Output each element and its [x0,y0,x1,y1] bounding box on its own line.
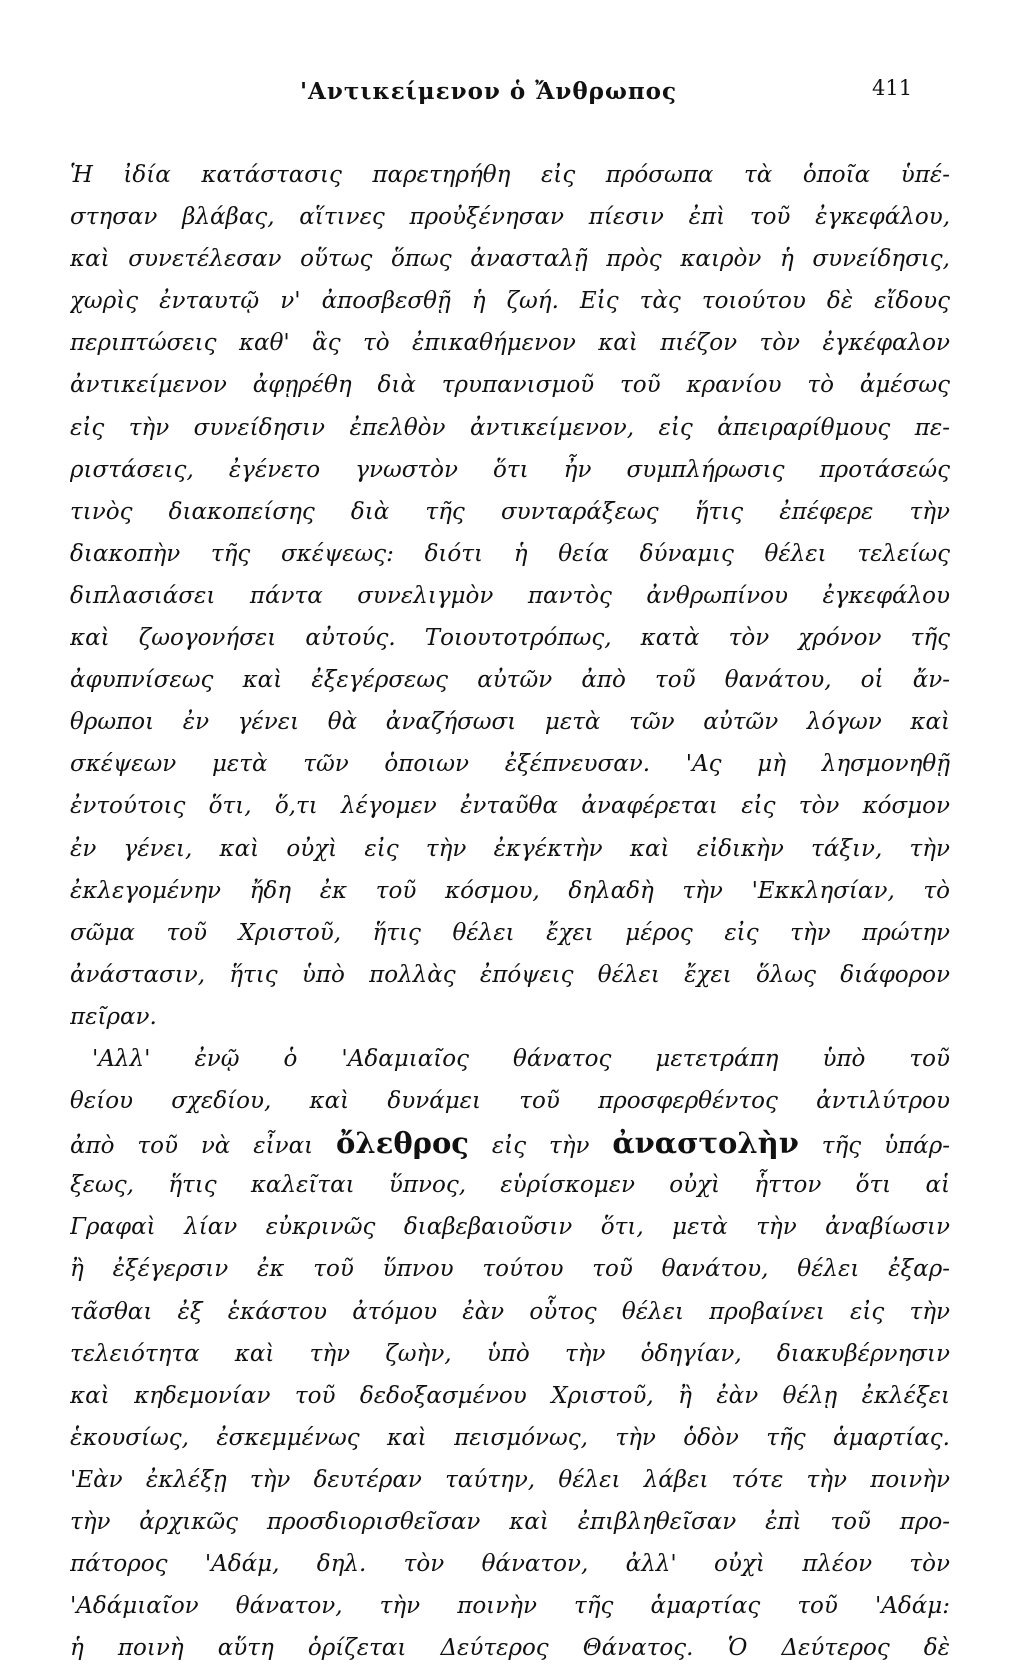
text-line: περιπτώσεις καθ' ἃς τὸ ἐπικαθήμενον καὶ πιέζον τὸν ἐγκέφαλον [70,330,950,357]
text-line: στησαν βλάβας, αἵτινες προὐξένησαν πίεσιν ἐπὶ τοῦ ἐγκεφάλου, [70,204,950,231]
text-line: χωρὶς ἐνταυτῷ ν' ἀποσβεσθῇ ἡ ζωή. Εἰς τὰς τοιούτου δὲ εἴδους [70,288,950,315]
text-line: ξεως, ἥτις καλεῖται ὕπνος, εὑρίσκομεν οὐχὶ ἧττον ὅτι αἱ [70,1172,950,1199]
text-line-emphasis [70,1122,950,1164]
text-line: διπλασιάσει πάντα συνελιγμὸν παντὸς ἀνθρωπίνου ἐγκεφάλου [70,582,950,609]
line-segment: τῆς ὑπάρ- [798,1133,950,1160]
text-line: 'Εὰν ἐκλέξῃ τὴν δευτέραν ταύτην, θέλει λάβει τότε τὴν ποινὴν [70,1466,950,1493]
text-line: καὶ ζωογονήσει αὐτούς. Τοιουτοτρόπως, κατὰ τὸν χρόνον τῆς [70,625,950,652]
running-title: 'Αντικείμενον ὁ Ἄνθρωπος [300,78,678,105]
emphasized-word: ὄλεθρος [336,1126,469,1161]
text-line: ἐν γένει, καὶ οὐχὶ εἰς τὴν ἐκγέκτὴν καὶ εἰδικὴν τάξιν, τὴν [70,835,950,862]
text-line: εἰς τὴν συνείδησιν ἐπελθὸν ἀντικείμενον, εἰς ἀπειραρίθμους πε- [70,414,950,441]
text-line: 'Αδάμιαῖον θάνατον, τὴν ποινὴν τῆς ἁμαρτίας τοῦ 'Αδάμ: [70,1593,950,1620]
text-line: τᾶσθαι ἐξ ἑκάστου ἀτόμου ἐὰν οὗτος θέλει προβαίνει εἰς τὴν [70,1298,950,1325]
text-line: ἡ ποινὴ αὕτη ὁρίζεται Δεύτερος Θάνατος. Ὁ Δεύτερος δὲ [70,1635,950,1662]
text-line: διακοπὴν τῆς σκέψεως: διότι ἡ θεία δύναμις θέλει τελείως [70,540,950,567]
line-segment: ἀπὸ τοῦ νὰ εἶναι [70,1133,337,1160]
text-line: πεῖραν. [70,1003,157,1030]
text-line: ἢ ἐξέγερσιν ἐκ τοῦ ὕπνου τούτου τοῦ θανάτου, θέλει ἐξαρ- [70,1256,950,1283]
text-line: τὴν ἀρχικῶς προσδιορισθεῖσαν καὶ ἐπιβληθεῖσαν ἐπὶ τοῦ προ- [70,1509,950,1535]
running-head [0,78,1024,118]
text-line: Γραφαὶ λίαν εὐκρινῶς διαβεβαιοῦσιν ὅτι, μετὰ τὴν ἀναβίωσιν [70,1214,950,1241]
text-line: ἀνάστασιν, ἥτις ὑπὸ πολλὰς ἐπόψεις θέλει ἔχει ὅλως διάφορον [70,961,950,988]
page-number: 411 [872,76,913,100]
text-line: ἀντικείμενον ἀφῃρέθη διὰ τρυπανισμοῦ τοῦ κρανίου τὸ ἀμέσως [70,372,950,399]
text-line: ριστάσεις, ἐγένετο γνωστὸν ὅτι ἦν συμπλήρωσις προτάσεώς [70,456,950,483]
body-text [70,154,950,1669]
text-line: τελειότητα καὶ τὴν ζωὴν, ὑπὸ τὴν ὁδηγίαν, διακυβέρνησιν [70,1340,950,1367]
text-line: σκέψεων μετὰ τῶν ὁποιων ἐξέπνευσαν. 'Ας μὴ λησμονηθῇ [70,751,950,778]
text-line: τινὸς διακοπείσης διὰ τῆς συνταράξεως ἥτις ἐπέφερε τὴν [70,498,950,525]
text-line: θρωποι ἐν γένει θὰ ἀναζήσωσι μετὰ τῶν αὐτῶν λόγων καὶ [70,709,950,736]
text-line: σῶμα τοῦ Χριστοῦ, ἥτις θέλει ἔχει μέρος εἰς τὴν πρώτην [70,919,950,946]
text-line: θείου σχεδίου, καὶ δυνάμει τοῦ προσφερθέντος ἀντιλύτρου [70,1088,950,1115]
line-segment: εἰς τὴν [468,1133,613,1160]
text-line: πάτορος 'Αδάμ, δηλ. τὸν θάνατον, ἀλλ' οὐχὶ πλέον τὸν [70,1551,950,1578]
text-line: καὶ κηδεμονίαν τοῦ δεδοξασμένου Χριστοῦ, ἢ ἐὰν θέλῃ ἐκλέξει [70,1382,950,1409]
text-line: 'Αλλ' ἐνῷ ὁ 'Αδαμιαῖος θάνατος μετετράπη ὑπὸ τοῦ [92,1045,950,1072]
text-line: Ἡ ἰδία κατάστασις παρετηρήθη εἰς πρόσωπα τὰ ὁποῖα ὑπέ- [70,162,950,188]
emphasized-word: ἀναστολὴν [612,1126,799,1161]
text-line: ἐντούτοις ὅτι, ὅ,τι λέγομεν ἐνταῦθα ἀναφέρεται εἰς τὸν κόσμον [70,793,950,820]
text-line: ἑκουσίως, ἐσκεμμένως καὶ πεισμόνως, τὴν ὁδὸν τῆς ἁμαρτίας. [70,1424,950,1451]
text-line: ἐκλεγομένην ἤδη ἐκ τοῦ κόσμου, δηλαδὴ τὴν 'Εκκλησίαν, τὸ [70,877,950,904]
text-line: ἀφυπνίσεως καὶ ἐξεγέρσεως αὐτῶν ἀπὸ τοῦ θανάτου, οἱ ἄν- [70,667,950,694]
text-line: καὶ συνετέλεσαν οὕτως ὅπως ἀνασταλῇ πρὸς καιρὸν ἡ συνείδησις, [70,246,950,273]
